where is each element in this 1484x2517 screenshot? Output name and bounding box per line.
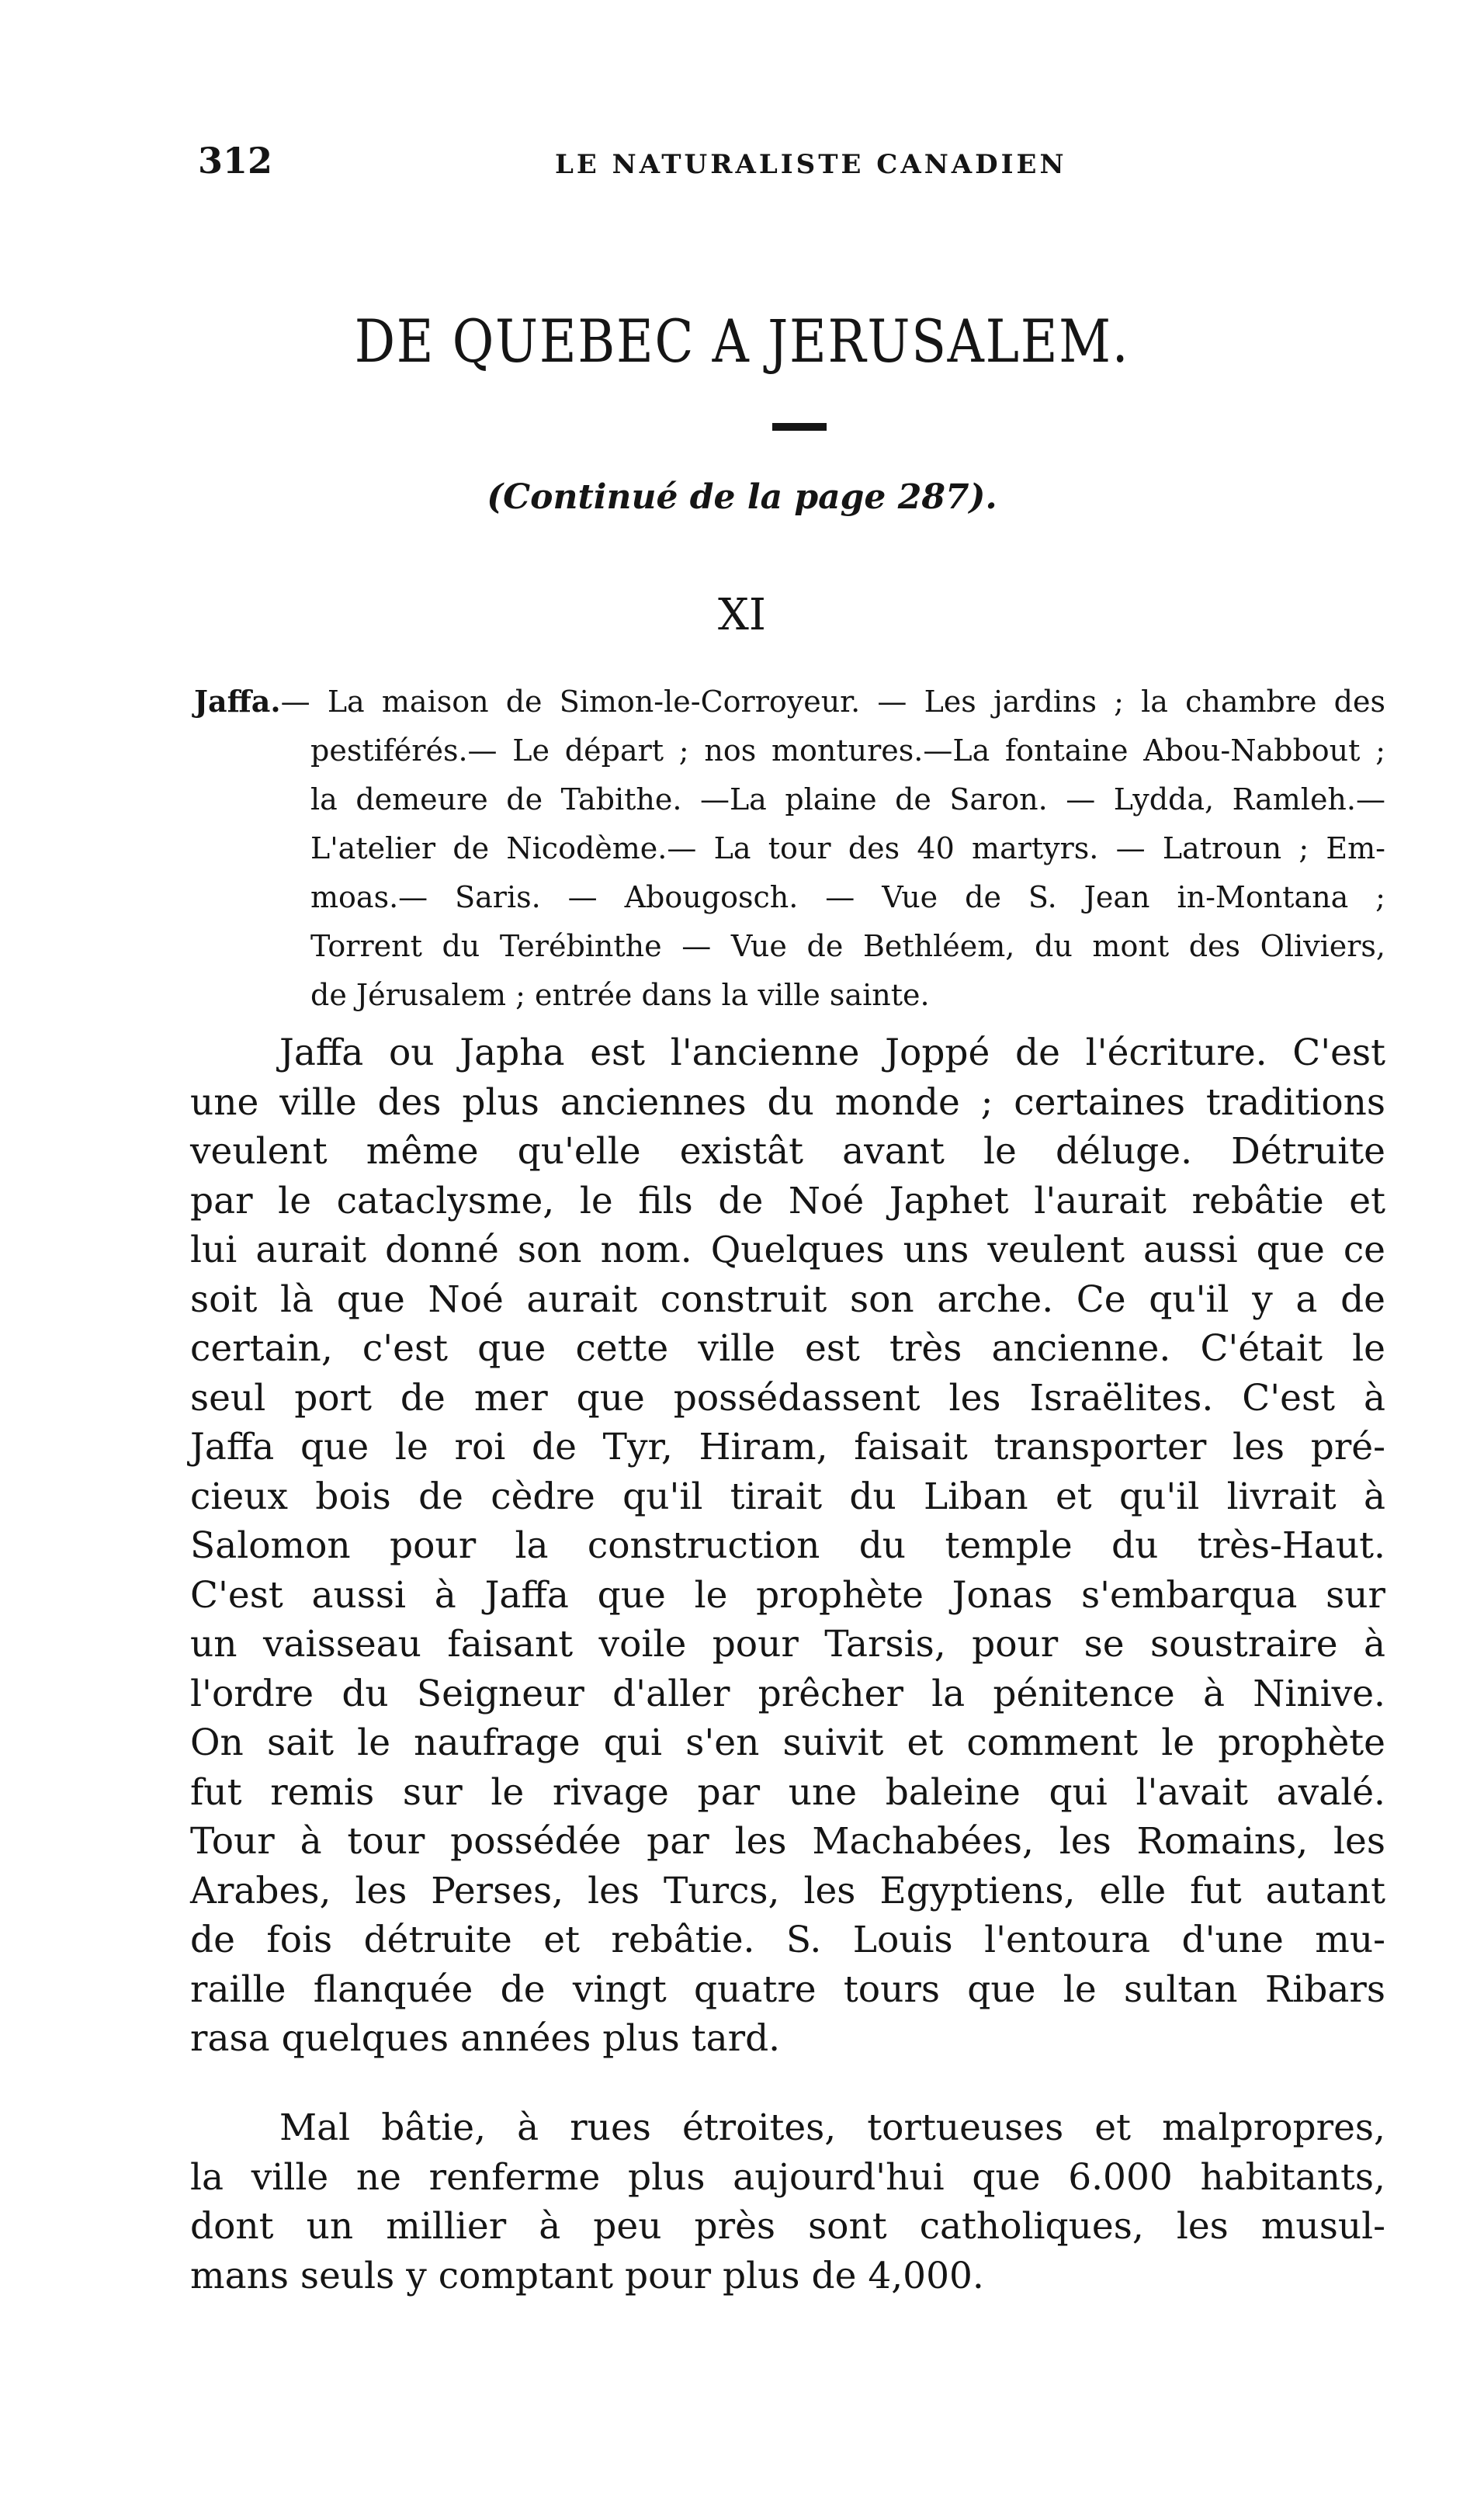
- text-line: Arabes, les Perses, les Turcs, les Egyptiens, elle fut autant: [190, 1869, 1385, 1912]
- summary-line: la demeure de Tabithe. —La plaine de Saron. — Lydda, Ramleh.—: [310, 782, 1385, 816]
- text-line: lui aurait donné son nom. Quelques uns veulent aussi que ce: [190, 1229, 1385, 1271]
- summary-line: Torrent du Terébinthe — Vue de Bethléem, du mont des Oliviers,: [310, 929, 1385, 963]
- text-line: seul port de mer que possédassent les Israëlites. C'est à: [190, 1376, 1385, 1420]
- page-number: 312: [198, 140, 273, 182]
- text-line: un vaisseau faisant voile pour Tarsis, pour se soustraire à: [190, 1623, 1385, 1666]
- text-line: veulent même qu'elle existât avant le déluge. Détruite: [190, 1130, 1385, 1173]
- text-line: rasa quelques années plus tard.: [190, 2017, 781, 2060]
- summary-line: de Jérusalem ; entrée dans la ville sainte.: [310, 978, 930, 1012]
- text-line: Tour à tour possédée par les Machabées, les Romains, les: [190, 1820, 1385, 1863]
- journal-title: LE NATURALISTE CANADIEN: [555, 149, 1067, 180]
- text-line: cieux bois de cèdre qu'il tirait du Liban et qu'il livrait à: [190, 1475, 1385, 1518]
- text-line: Jaffa que le roi de Tyr, Hiram, faisait transporter les pré-: [190, 1426, 1385, 1468]
- title-rule: [772, 423, 827, 431]
- text-line: fut remis sur le rivage par une baleine qui l'avait avalé.: [190, 1770, 1385, 1814]
- text-line: Jaffa ou Japha est l'ancienne Joppé de l'écriture. C'est: [279, 1031, 1385, 1074]
- continuation-note: (Continué de la page 287).: [487, 477, 997, 517]
- text-line: par le cataclysme, le fils de Noé Japhet l'aurait rebâtie et: [190, 1179, 1385, 1222]
- summary-line: moas.— Saris. — Abougosch. — Vue de S. Jean in-Montana ;: [310, 880, 1385, 914]
- text-line: la ville ne renferme plus aujourd'hui que 6.000 habitants,: [190, 2155, 1385, 2199]
- text-line: de fois détruite et rebâtie. S. Louis l'entoura d'une mu-: [190, 1919, 1385, 1961]
- text-line: Salomon pour la construction du temple du très-Haut.: [190, 1524, 1385, 1567]
- running-head: [198, 140, 1385, 194]
- summary-line: pestiférés.— Le départ ; nos montures.—La fontaine Abou-Nabbout ;: [310, 733, 1385, 768]
- text-line: l'ordre du Seigneur d'aller prêcher la pénitence à Ninive.: [190, 1672, 1385, 1715]
- summary-line-text: — La maison de Simon-le-Corroyeur. — Les jardins ; la chambre des: [280, 685, 1385, 719]
- text-line: On sait le naufrage qui s'en suivit et comment le prophète: [190, 1721, 1385, 1764]
- text-line: Mal bâtie, à rues étroites, tortueuses et malpropres,: [279, 2106, 1385, 2149]
- body-paragraph-1: [190, 1028, 1385, 2064]
- text-line: mans seuls y comptant pour plus de 4,000.: [190, 2254, 984, 2297]
- text-line: dont un millier à peu près sont catholiques, les musul-: [190, 2205, 1385, 2248]
- summary-lead: Jaffa.: [194, 684, 281, 719]
- text-line: raille flanquée de vingt quatre tours que le sultan Ribars: [190, 1967, 1385, 2011]
- text-line: soit là que Noé aurait construit son arche. Ce qu'il y a de: [190, 1278, 1385, 1321]
- chapter-summary: [194, 677, 1385, 1020]
- summary-line: L'atelier de Nicodème.— La tour des 40 martyrs. — Latroun ; Em-: [310, 831, 1385, 865]
- body-paragraph-2: [190, 2103, 1385, 2300]
- text-line: une ville des plus anciennes du monde ; certaines traditions: [190, 1080, 1385, 1124]
- text-line: C'est aussi à Jaffa que le prophète Jonas s'embarqua sur: [190, 1573, 1385, 1617]
- text-line: certain, c'est que cette ville est très ancienne. C'était le: [190, 1327, 1385, 1370]
- article-title: DE QUEBEC A JERUSALEM.: [354, 307, 1130, 376]
- summary-line: [194, 677, 1385, 726]
- chapter-number: XI: [718, 590, 766, 640]
